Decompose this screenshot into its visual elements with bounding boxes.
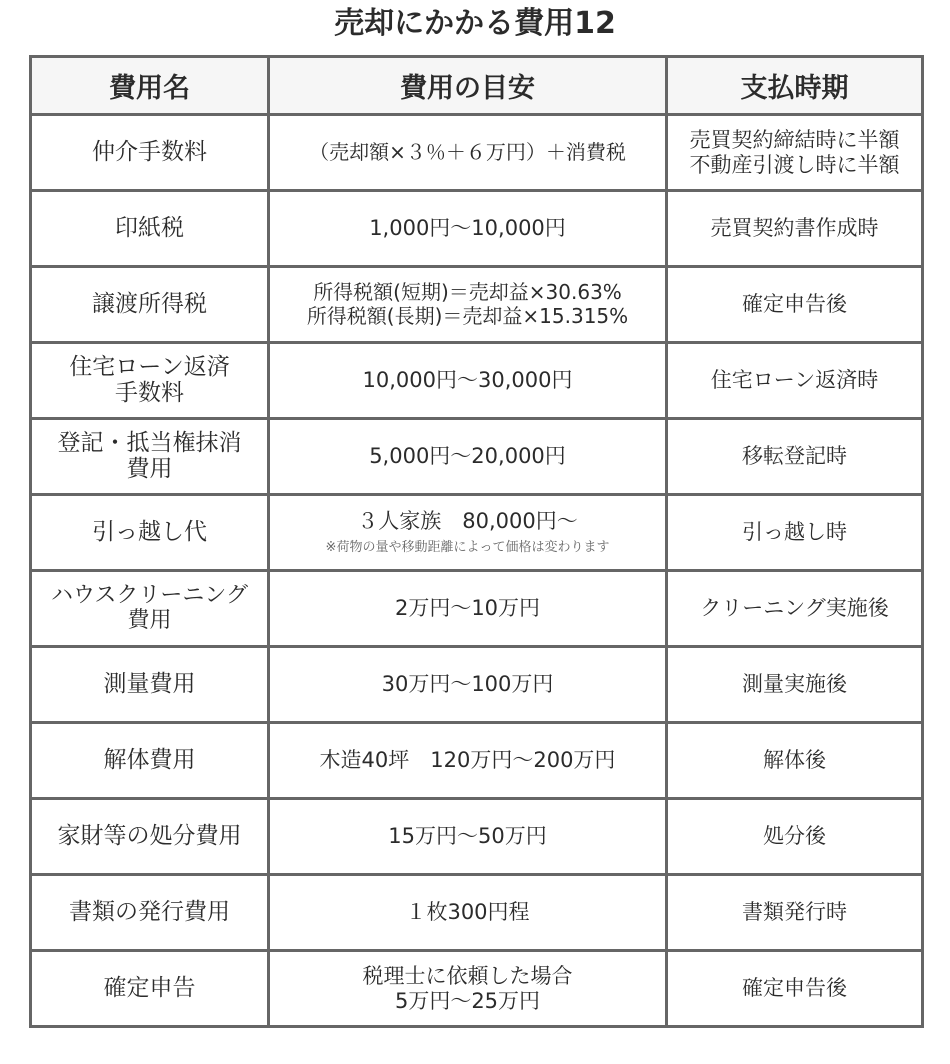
- cost-name-cell: [31, 419, 269, 495]
- cost-name: 登記・抵当権抹消: [57, 430, 242, 457]
- cost-estimate-cell: [269, 647, 667, 723]
- cost-table: [29, 55, 924, 1028]
- cost-name-cell: [31, 875, 269, 951]
- cost-name-cell: [31, 115, 269, 191]
- cost-estimate-cell: [269, 571, 667, 647]
- cost-estimate: 所得税額(短期)＝売却益×30.63%: [313, 279, 622, 304]
- cost-estimate: 税理士に依頼した場合: [362, 963, 573, 988]
- payment-timing: 売買契約締結時に半額: [689, 127, 900, 152]
- table-row: [31, 343, 923, 419]
- payment-timing: 住宅ローン返済時: [710, 368, 879, 393]
- header-cost-name: 費用名: [31, 57, 269, 115]
- cost-estimate: 木造40坪 120万円〜200万円: [319, 748, 616, 773]
- cost-estimate: 5,000円〜20,000円: [369, 444, 566, 469]
- payment-timing-cell: [667, 571, 923, 647]
- cost-estimate: 1,000円〜10,000円: [369, 216, 566, 241]
- cost-name-cell: [31, 495, 269, 571]
- cost-estimate: 30万円〜100万円: [381, 672, 554, 697]
- payment-timing: クリーニング実施後: [700, 596, 889, 621]
- cost-name: 測量費用: [103, 670, 196, 697]
- cost-estimate-cell: [269, 723, 667, 799]
- table-row: [31, 571, 923, 647]
- payment-timing-cell: [667, 723, 923, 799]
- cost-name-cell: [31, 343, 269, 419]
- table-row: [31, 495, 923, 571]
- cost-estimate-cell: [269, 115, 667, 191]
- payment-timing-cell: [667, 495, 923, 571]
- payment-timing: 確定申告後: [742, 292, 847, 317]
- header-cost-estimate: 費用の目安: [269, 57, 667, 115]
- payment-timing-cell: [667, 115, 923, 191]
- cost-estimate-cell: [269, 875, 667, 951]
- table-row: [31, 267, 923, 343]
- page-title: 売却にかかる費用12: [334, 6, 616, 41]
- cost-estimate-note: ※荷物の量や移動距離によって価格は変わります: [325, 540, 610, 556]
- cost-name-cell: [31, 267, 269, 343]
- table-row: [31, 419, 923, 495]
- cost-name: 住宅ローン返済: [69, 354, 230, 381]
- cost-name: 費用: [126, 455, 173, 482]
- cost-name: 費用: [127, 607, 172, 633]
- cost-estimate-cell: [269, 267, 667, 343]
- cost-estimate: ３人家族 80,000円〜: [357, 509, 578, 534]
- payment-timing: 解体後: [763, 748, 826, 773]
- table-header-row: [31, 57, 923, 115]
- cost-name-cell: [31, 799, 269, 875]
- payment-timing-cell: [667, 647, 923, 723]
- payment-timing-cell: [667, 191, 923, 267]
- cost-estimate: １枚300円程: [405, 900, 530, 925]
- cost-name-cell: [31, 647, 269, 723]
- payment-timing: 引っ越し時: [742, 520, 847, 545]
- cost-estimate: 15万円〜50万円: [388, 824, 547, 849]
- payment-timing-cell: [667, 267, 923, 343]
- cost-estimate: 所得税額(長期)＝売却益×15.315%: [306, 303, 629, 328]
- cost-estimate-cell: [269, 343, 667, 419]
- payment-timing: 移転登記時: [742, 444, 847, 469]
- cost-name-cell: [31, 571, 269, 647]
- table-row: [31, 951, 923, 1027]
- header-payment-timing: 支払時期: [667, 57, 923, 115]
- cost-estimate: 5万円〜25万円: [394, 988, 541, 1013]
- cost-estimate: 2万円〜10万円: [394, 596, 541, 621]
- cost-name: 解体費用: [103, 746, 196, 773]
- cost-name: 手数料: [115, 379, 184, 406]
- table-row: [31, 723, 923, 799]
- cost-name-cell: [31, 723, 269, 799]
- table-row: [31, 647, 923, 723]
- cost-name: 確定申告: [103, 974, 196, 1001]
- cost-estimate-cell: [269, 799, 667, 875]
- payment-timing: 売買契約書作成時: [710, 216, 879, 241]
- payment-timing: 処分後: [763, 824, 826, 849]
- cost-name: 家財等の処分費用: [57, 822, 242, 849]
- payment-timing-cell: [667, 343, 923, 419]
- table-row: [31, 799, 923, 875]
- payment-timing: 確定申告後: [742, 976, 847, 1001]
- cost-estimate: （売却額×３％＋６万円）＋消費税: [309, 139, 626, 164]
- cost-name: 印紙税: [115, 214, 184, 241]
- table-row: [31, 875, 923, 951]
- cost-estimate-cell: [269, 951, 667, 1027]
- table-row: [31, 191, 923, 267]
- payment-timing: 書類発行時: [742, 900, 847, 925]
- cost-estimate-cell: [269, 419, 667, 495]
- cost-name: 書類の発行費用: [69, 898, 230, 925]
- payment-timing-cell: [667, 799, 923, 875]
- cost-name: 引っ越し代: [92, 518, 207, 545]
- cost-name: 仲介手数料: [92, 138, 207, 165]
- cost-name: 譲渡所得税: [92, 290, 207, 317]
- payment-timing-cell: [667, 875, 923, 951]
- cost-name-cell: [31, 191, 269, 267]
- cost-estimate-cell: [269, 495, 667, 571]
- payment-timing: 不動産引渡し時に半額: [689, 152, 900, 177]
- payment-timing-cell: [667, 419, 923, 495]
- cost-name: ハウスクリーニング: [51, 583, 248, 609]
- cost-estimate: 10,000円〜30,000円: [362, 368, 573, 393]
- payment-timing-cell: [667, 951, 923, 1027]
- payment-timing: 測量実施後: [742, 672, 847, 697]
- cost-name-cell: [31, 951, 269, 1027]
- table-row: [31, 115, 923, 191]
- cost-estimate-cell: [269, 191, 667, 267]
